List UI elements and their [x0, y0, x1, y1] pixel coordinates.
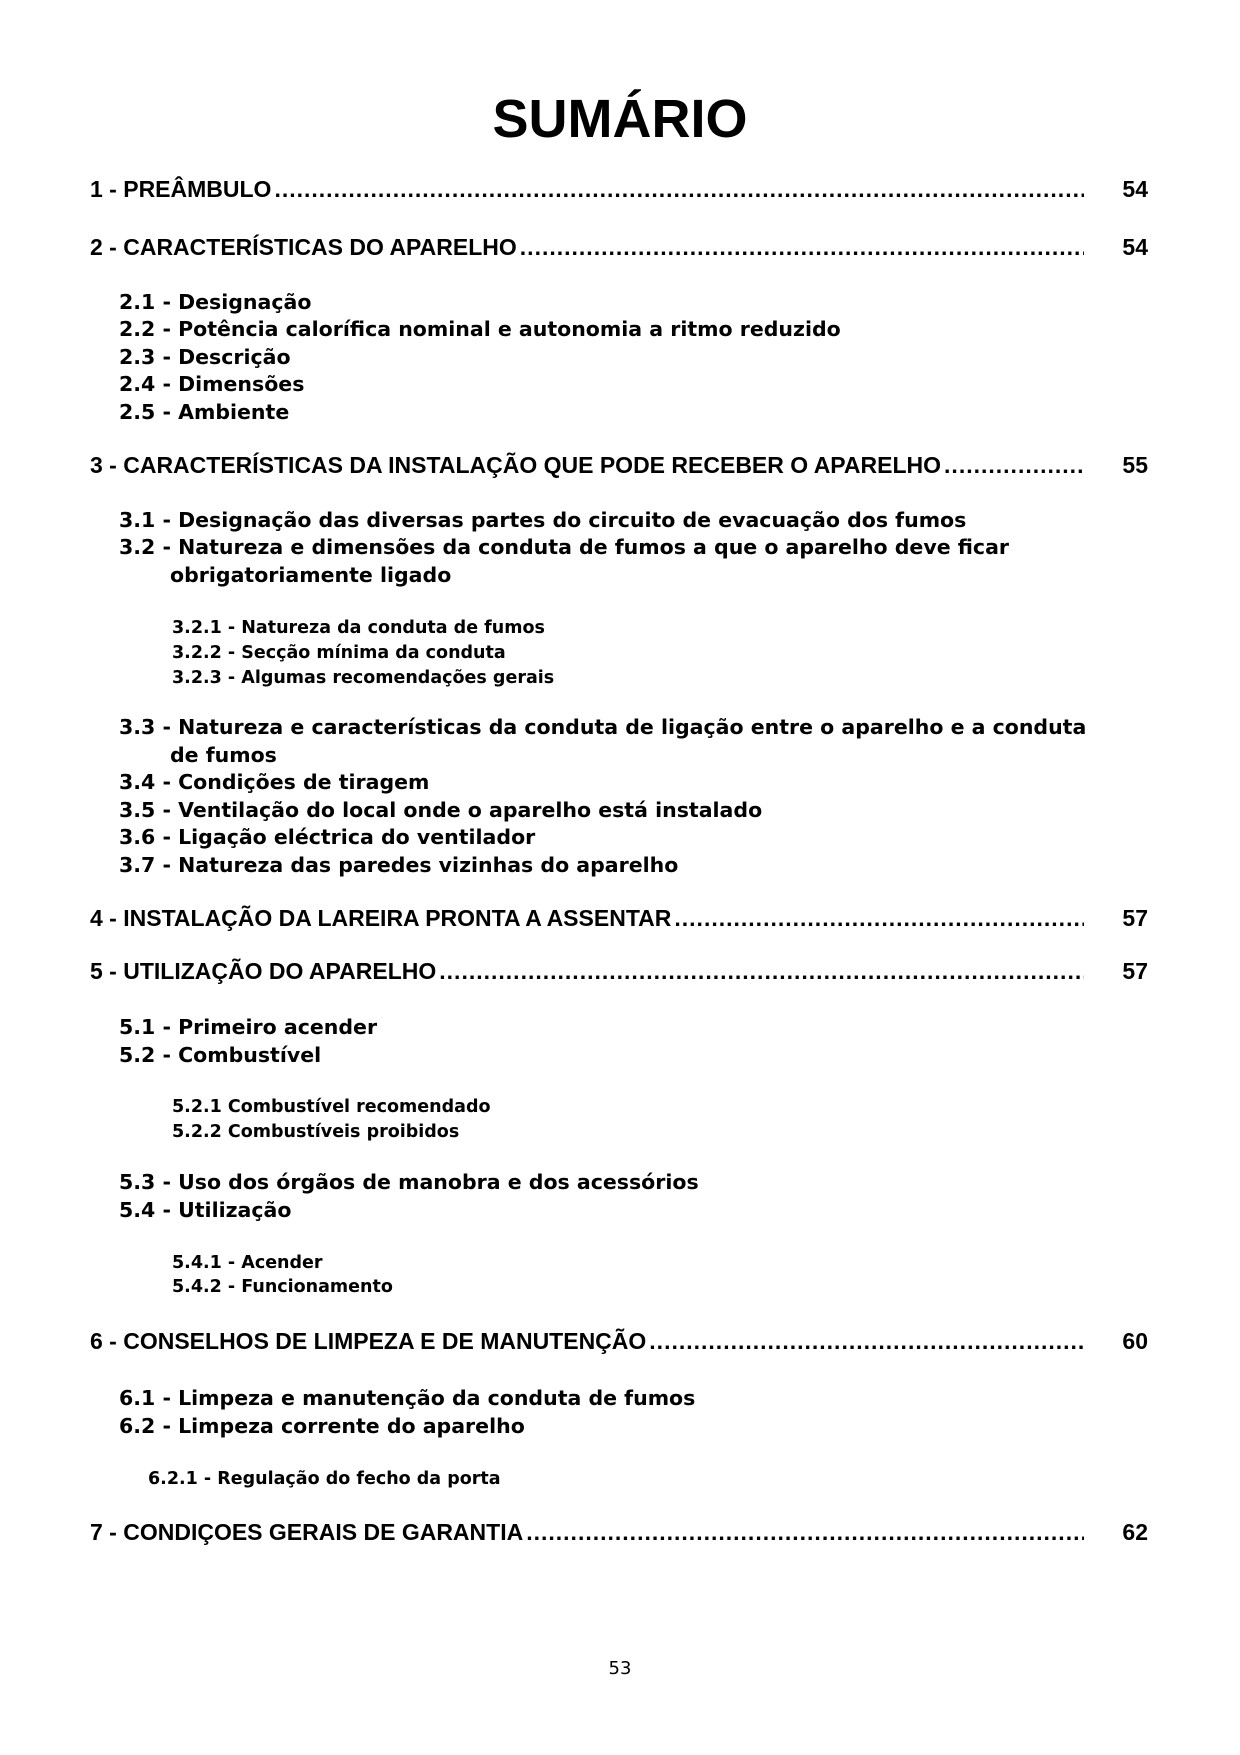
- toc-item-continuation[interactable]: obrigatoriamente ligado: [170, 563, 452, 587]
- toc-section-label: 6 - CONSELHOS DE LIMPEZA E DE MANUTENÇÃO: [90, 1328, 647, 1354]
- toc-item[interactable]: 3.1 - Designação das diversas partes do circuito de evacuação dos fumos: [119, 508, 967, 532]
- toc-page-number: 54: [1122, 234, 1148, 260]
- toc-page-number: 54: [1122, 176, 1148, 202]
- toc-section-1[interactable]: [90, 176, 1148, 208]
- dot-leader: [649, 1328, 1084, 1355]
- dot-leader: [944, 452, 1084, 479]
- toc-section-5[interactable]: [90, 958, 1148, 990]
- toc-section-label: 5 - UTILIZAÇÃO DO APARELHO: [90, 958, 437, 984]
- page-title: SUMÁRIO: [492, 89, 748, 149]
- toc-section-2[interactable]: [90, 234, 1148, 266]
- dot-leader: [674, 905, 1084, 932]
- toc-page-number: 57: [1122, 905, 1148, 931]
- toc-item[interactable]: 3.5 - Ventilação do local onde o aparelho está instalado: [119, 798, 763, 822]
- toc-item[interactable]: 3.6 - Ligação eléctrica do ventilador: [119, 825, 536, 849]
- toc-section-label: 7 - CONDIÇOES GERAIS DE GARANTIA: [90, 1519, 524, 1545]
- toc-subitem[interactable]: 3.2.2 - Secção mínima da conduta: [172, 643, 506, 663]
- toc-subitem[interactable]: 5.2.2 Combustíveis proibidos: [172, 1122, 460, 1142]
- toc-item[interactable]: 5.3 - Uso dos órgãos de manobra e dos acessórios: [119, 1170, 699, 1194]
- toc-item-continuation[interactable]: de fumos: [170, 743, 277, 767]
- toc-item[interactable]: 2.1 - Designação: [119, 290, 312, 314]
- toc-subitem[interactable]: 5.4.1 - Acender: [172, 1253, 323, 1273]
- toc-item[interactable]: 5.2 - Combustível: [119, 1043, 322, 1067]
- toc-item[interactable]: 6.1 - Limpeza e manutenção da conduta de fumos: [119, 1386, 696, 1410]
- toc-subitem[interactable]: 3.2.3 - Algumas recomendações gerais: [172, 668, 555, 688]
- dot-leader: [439, 958, 1084, 985]
- toc-section-label: 2 - CARACTERÍSTICAS DO APARELHO: [90, 234, 517, 260]
- toc-item[interactable]: 3.2 - Natureza e dimensões da conduta de fumos a que o aparelho deve ficar: [119, 535, 1010, 559]
- toc-item[interactable]: 2.2 - Potência calorífica nominal e autonomia a ritmo reduzido: [119, 317, 841, 341]
- dot-leader: [526, 1519, 1084, 1546]
- toc-section-6[interactable]: [90, 1328, 1148, 1360]
- toc-page-number: 60: [1122, 1328, 1148, 1354]
- toc-section-label: 1 - PREÂMBULO: [90, 176, 272, 202]
- toc-item[interactable]: 2.5 - Ambiente: [119, 400, 290, 424]
- page-number: 53: [608, 1658, 632, 1679]
- toc-item[interactable]: 6.2 - Limpeza corrente do aparelho: [119, 1414, 525, 1438]
- dot-leader: [274, 176, 1084, 203]
- toc-section-3[interactable]: [90, 452, 1148, 484]
- toc-section-4[interactable]: [90, 905, 1148, 937]
- toc-page-number: 62: [1122, 1519, 1148, 1545]
- dot-leader: [520, 234, 1084, 261]
- toc-section-label: 3 - CARACTERÍSTICAS DA INSTALAÇÃO QUE PODE RECEBER O APARELHO: [90, 452, 942, 478]
- toc-item[interactable]: 2.3 - Descrição: [119, 345, 291, 369]
- toc-subitem[interactable]: 5.2.1 Combustível recomendado: [172, 1097, 491, 1117]
- toc-section-7[interactable]: [90, 1519, 1148, 1551]
- toc-section-label: 4 - INSTALAÇÃO DA LAREIRA PRONTA A ASSENTAR: [90, 905, 672, 931]
- toc-item[interactable]: 3.3 - Natureza e características da conduta de ligação entre o aparelho e a conduta: [119, 715, 1087, 739]
- toc-item[interactable]: 3.4 - Condições de tiragem: [119, 770, 430, 794]
- toc-subitem[interactable]: 5.4.2 - Funcionamento: [172, 1277, 393, 1297]
- toc-item[interactable]: 5.4 - Utilização: [119, 1198, 292, 1222]
- toc-item[interactable]: 5.1 - Primeiro acender: [119, 1015, 378, 1039]
- toc-subitem[interactable]: 3.2.1 - Natureza da conduta de fumos: [172, 618, 545, 638]
- toc-item[interactable]: 3.7 - Natureza das paredes vizinhas do aparelho: [119, 853, 679, 877]
- toc-item[interactable]: 2.4 - Dimensões: [119, 372, 305, 396]
- toc-page-number: 55: [1122, 452, 1148, 478]
- toc-subitem[interactable]: 6.2.1 - Regulação do fecho da porta: [148, 1469, 501, 1489]
- toc-page-number: 57: [1122, 958, 1148, 984]
